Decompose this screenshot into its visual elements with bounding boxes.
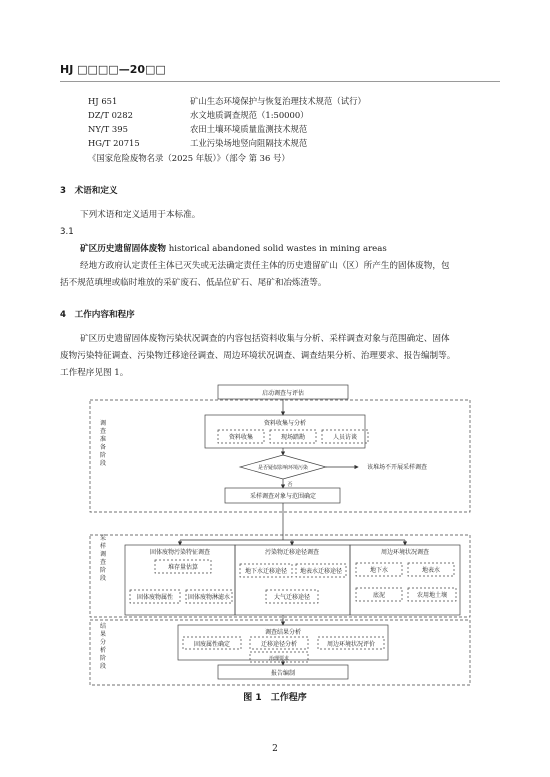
term-number: 3.1: [60, 227, 74, 237]
stage-labels: [100, 419, 106, 670]
term-cn: 矿区历史遗留固体废物: [80, 244, 166, 254]
flow-group-item: 地表水迁移途径: [299, 568, 343, 575]
reference-code: HG/T 20715: [88, 138, 140, 148]
flow-collect-item: 现场踏勘: [280, 434, 306, 441]
flow-group-item: 堆存量估算: [167, 564, 199, 571]
figure-caption: 图 1 工作程序: [243, 693, 307, 703]
reference-code: DZ/T 0282: [88, 110, 133, 120]
flow-collect-item: 资料收集: [228, 434, 254, 441]
reference-name: 矿山生态环境保护与恢复治理技术规范（试行）: [190, 96, 366, 106]
flow-sampling: 采样调查对象与范围确定: [249, 493, 317, 500]
flow-group-item: 底泥: [372, 592, 386, 599]
flow-analysis: 调查结果分析: [264, 629, 302, 636]
flow-collect-item: 人员访谈: [332, 434, 358, 441]
flow-treatment: 治理要求: [268, 656, 290, 662]
flow-group-title: 污染物迁移途径调查: [264, 549, 320, 556]
flow-start: 启动调查与评估: [261, 390, 305, 397]
reference-code: HJ 651: [88, 96, 118, 106]
flow-group-item: 农用地土壤: [416, 592, 448, 599]
reference-name: 农田土壤环境质量监测技术规范: [190, 124, 308, 134]
flow-group-item: 固体废物属性: [136, 594, 174, 601]
reference-extra: 《国家危险废物名录（2025 年版）》（部令 第 36 号）: [88, 153, 290, 163]
term-definition-1: 经地方政府认定责任主体已灭失或无法确定责任主体的历史遗留矿山（区）所产生的固体废物，包: [80, 261, 450, 271]
flow-decision: 是否疑似影响环境污染: [257, 465, 309, 471]
flow-report: 报告编制: [270, 670, 296, 677]
stage-label: [100, 419, 106, 467]
flow-group-item: 地下水: [369, 567, 389, 574]
stage-label-text: 调查准备阶段: [99, 420, 107, 467]
term-en: historical abandoned solid wastes in mining areas: [168, 244, 387, 254]
flow-analysis-item: 固废属性确定: [193, 641, 231, 648]
section-3-intro: 下列术语和定义适用于本标准。: [80, 210, 201, 220]
page-number: 2: [272, 744, 278, 754]
stage-label-text: 采样调查阶段: [99, 535, 107, 582]
section-3-title: 3 术语和定义: [60, 186, 118, 196]
flow-decision-no: 否: [287, 482, 293, 488]
stage-label: [100, 622, 106, 670]
section-4-title: 4 工作内容和程序: [60, 310, 135, 320]
flow-analysis-item: 迁移途径分析: [260, 641, 298, 648]
flow-group-item: 大气迁移途径: [273, 594, 311, 601]
flow-analysis-item: 周边环境状况评价: [326, 641, 376, 648]
term-definition-2: 括不规范填埋或临时堆放的采矿废石、低品位矿石、尾矿和冶炼渣等。: [60, 278, 327, 288]
flow-collect: 资料收集与分析: [263, 420, 307, 427]
flow-group-item: 地表水: [421, 567, 441, 574]
stage-label: [100, 534, 106, 582]
flow-group-title: 固体废物污染特征调查: [149, 549, 211, 556]
document-header-code: HJ □□□□—20□□: [60, 63, 166, 76]
reference-code: NY/T 395: [88, 124, 128, 134]
section-4-para-3: 工作程序见图 1。: [60, 368, 129, 378]
reference-name: 水文地质调查规范（1:50000）: [190, 110, 309, 120]
flow-group-item: 固体废物淋滤水: [187, 594, 231, 601]
flow-group-title: 周边环境状况调查: [380, 549, 430, 556]
flow-decision-note: 该堆场不开展采样调查: [366, 464, 428, 471]
section-4-para-2: 废物污染特征调查、污染物迁移途径调查、周边环境状况调查、调查结果分析、治理要求、报告编制等。: [60, 351, 456, 361]
reference-name: 工业污染场地竖向阻隔技术规范: [190, 138, 308, 148]
stage-label-text: 结果分析阶段: [99, 623, 107, 670]
flow-group-item: 地下水迁移途径: [244, 568, 288, 575]
section-4-para-1: 矿区历史遗留固体废物污染状况调查的内容包括资料收集与分析、采样调查对象与范围确定、固体: [80, 334, 450, 344]
